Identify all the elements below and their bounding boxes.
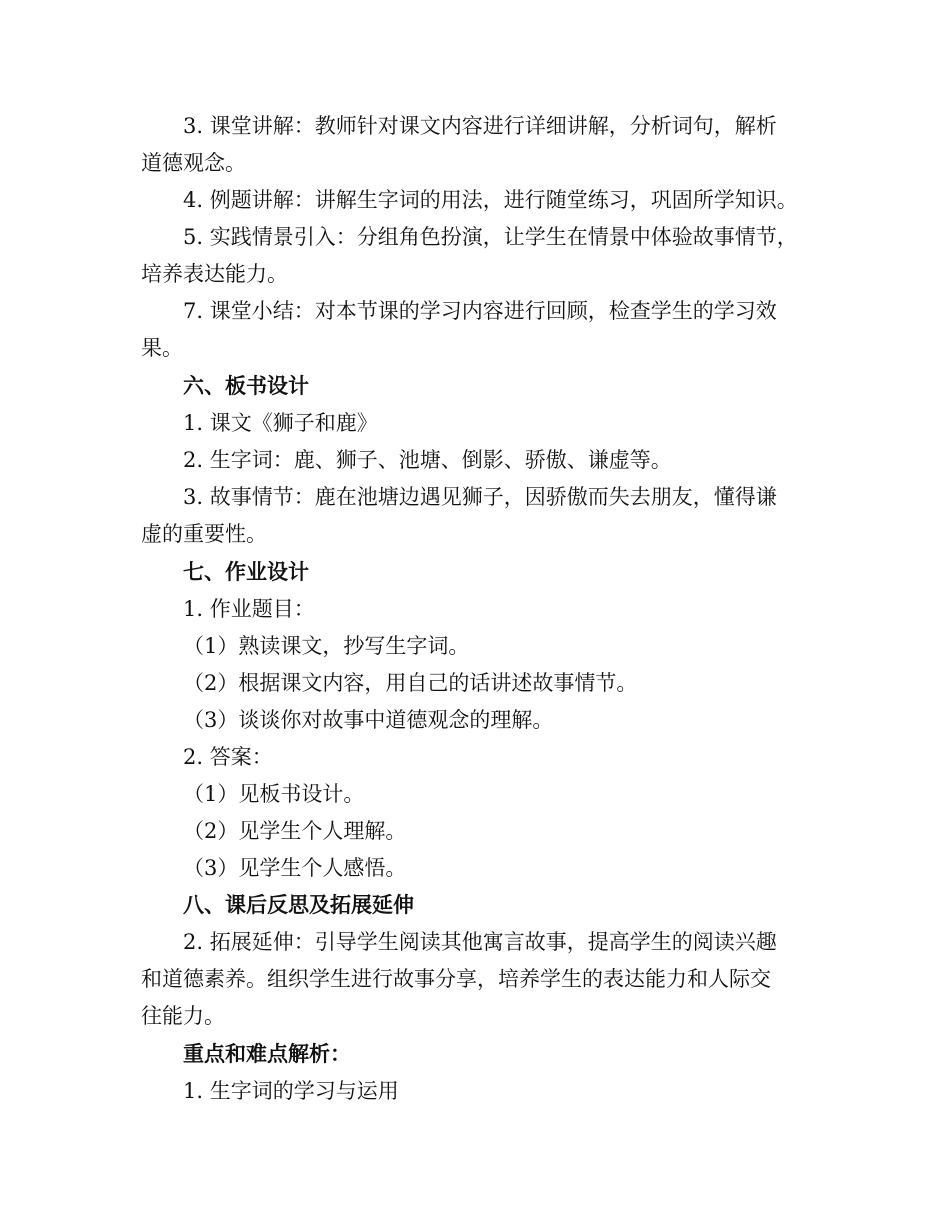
- section-heading: 重点和难点解析：: [183, 1041, 351, 1066]
- text-line: （1）见板书设计。: [183, 782, 365, 806]
- text-line: 和道德素养。组织学生进行故事分享，培养学生的表达能力和人际交: [141, 967, 771, 991]
- text-line: 1. 生字词的学习与运用: [183, 1079, 399, 1103]
- text-line: 5. 实践情景引入：分组角色扮演，让学生在情景中体验故事情节，: [183, 225, 798, 249]
- section-heading: 七、作业设计: [183, 559, 309, 584]
- text-line: 2. 生字词：鹿、狮子、池塘、倒影、骄傲、谦虚等。: [183, 448, 672, 472]
- text-line: 2. 拓展延伸：引导学生阅读其他寓言故事，提高学生的阅读兴趣: [183, 930, 777, 954]
- section-heading: 六、板书设计: [183, 373, 309, 398]
- text-line: 1. 作业题目：: [183, 597, 315, 621]
- text-line: （1）熟读课文，抄写生字词。: [183, 634, 470, 658]
- text-line: （2）见学生个人理解。: [183, 819, 407, 843]
- text-line: （2）根据课文内容，用自己的话讲述故事情节。: [183, 671, 638, 695]
- text-line: （3）见学生个人感悟。: [183, 856, 407, 880]
- text-line: 2. 答案：: [183, 745, 273, 769]
- text-line: 1. 课文《狮子和鹿》: [183, 411, 378, 435]
- section-heading: 八、课后反思及拓展延伸: [183, 892, 414, 917]
- text-line: 3. 故事情节：鹿在池塘边遇见狮子，因骄傲而失去朋友，懂得谦: [183, 485, 777, 509]
- text-line: 培养表达能力。: [141, 262, 288, 286]
- text-line: 虚的重要性。: [141, 522, 267, 546]
- text-line: 4. 例题讲解：讲解生字词的用法，进行随堂练习，巩固所学知识。: [183, 188, 798, 212]
- text-line: 果。: [141, 336, 183, 360]
- text-line: 往能力。: [141, 1004, 225, 1028]
- text-line: 3. 课堂讲解：教师针对课文内容进行详细讲解，分析词句，解析: [183, 114, 777, 138]
- text-line: 7. 课堂小结：对本节课的学习内容进行回顾，检查学生的学习效: [183, 299, 777, 323]
- text-line: 道德观念。: [141, 151, 246, 175]
- text-line: （3）谈谈你对故事中道德观念的理解。: [183, 708, 554, 732]
